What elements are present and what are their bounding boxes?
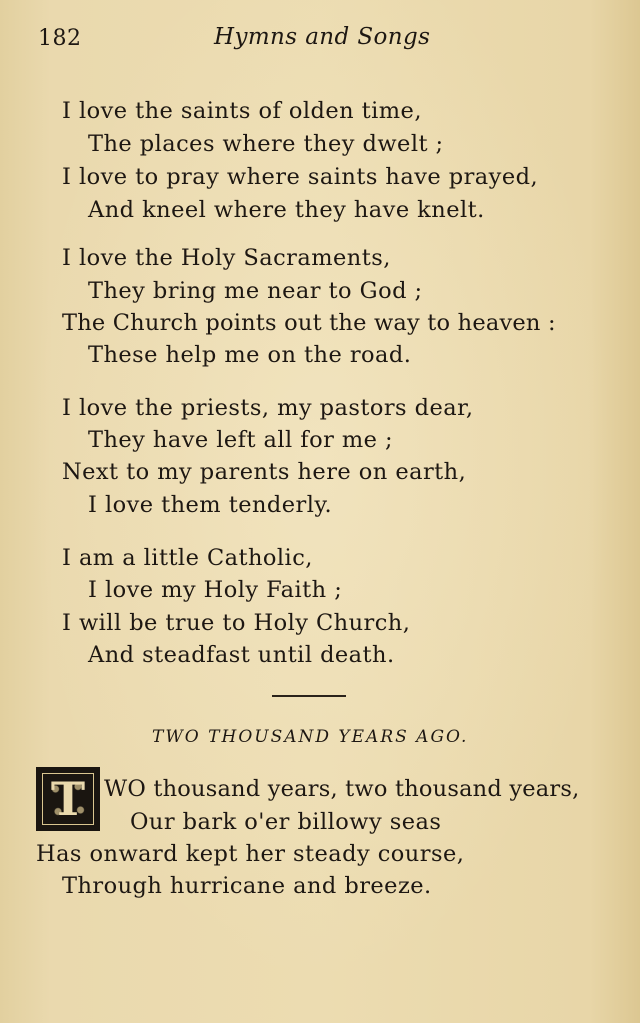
- stanza-1-line-2: The places where they dwelt ;: [88, 131, 444, 157]
- stanza-2-line-3: The Church points out the way to heaven :: [62, 310, 556, 336]
- section-title: TWO THOUSAND YEARS AGO.: [152, 727, 469, 747]
- hymn-2-line-1: WO thousand years, two thousand years,: [104, 776, 580, 802]
- section-divider-rule: [272, 695, 346, 697]
- stanza-3-line-2: They have left all for me ;: [88, 427, 394, 453]
- running-head: Hymns and Songs: [214, 24, 431, 50]
- stanza-4-line-4: And steadfast until death.: [88, 642, 395, 668]
- hymn-2-line-3: Has onward kept her steady course,: [36, 841, 465, 867]
- stanza-1-line-1: I love the saints of olden time,: [62, 98, 422, 124]
- hymn-2-line-2: Our bark o'er billowy seas: [130, 809, 442, 835]
- stanza-3-line-4: I love them tenderly.: [88, 492, 333, 518]
- stanza-2-line-2: They bring me near to God ;: [88, 278, 423, 304]
- stanza-1-line-3: I love to pray where saints have prayed,: [62, 164, 539, 190]
- hymn-2-line-4: Through hurricane and breeze.: [62, 873, 432, 899]
- stanza-4-line-1: I am a little Catholic,: [62, 545, 313, 571]
- stanza-3-line-3: Next to my parents here on earth,: [62, 459, 467, 485]
- stanza-2-line-4: These help me on the road.: [88, 342, 412, 368]
- page-number: 182: [38, 26, 82, 51]
- drop-cap-letter: T: [50, 772, 86, 826]
- stanza-4-line-2: I love my Holy Faith ;: [88, 577, 343, 603]
- ornamental-drop-cap: [36, 767, 100, 831]
- stanza-4-line-3: I will be true to Holy Church,: [62, 610, 411, 636]
- stanza-3-line-1: I love the priests, my pastors dear,: [62, 395, 474, 421]
- stanza-2-line-1: I love the Holy Sacraments,: [62, 245, 391, 271]
- stanza-1-line-4: And kneel where they have knelt.: [88, 197, 485, 223]
